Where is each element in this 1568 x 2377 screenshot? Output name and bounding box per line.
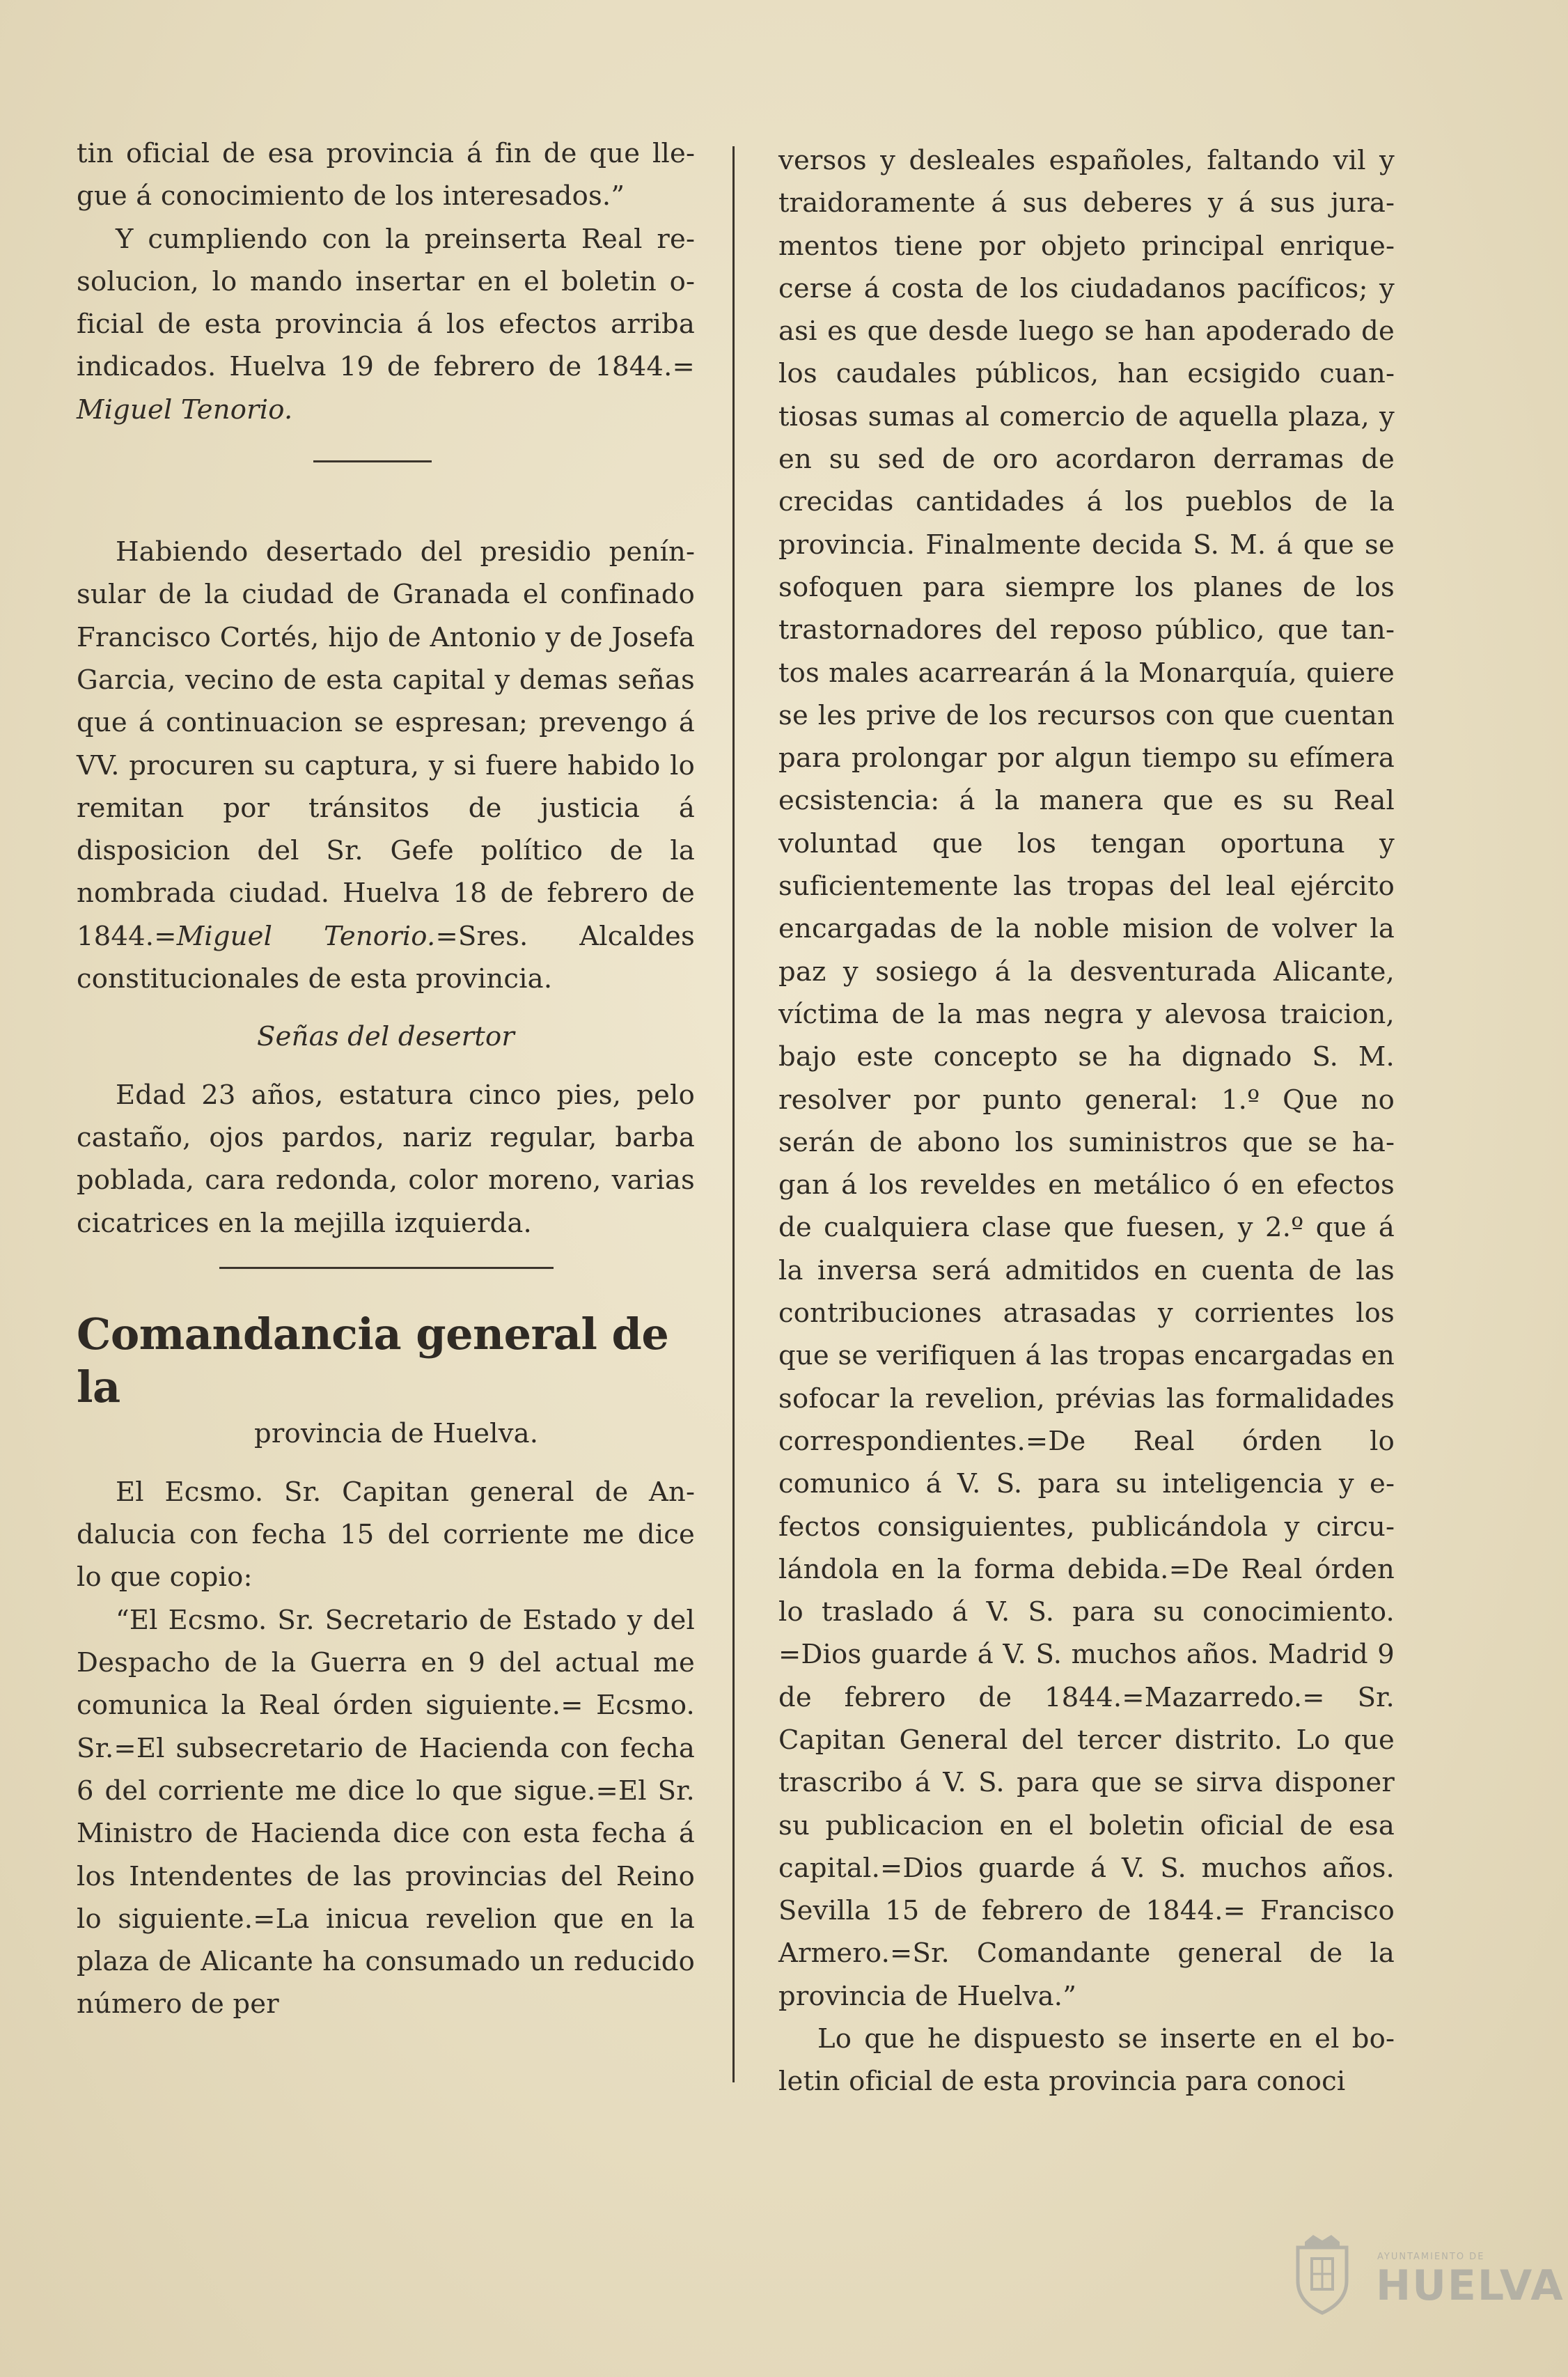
paragraph-quote-start: “El Ecsmo. Sr. Secretario de Estado y del Despacho de la Guerra en 9 del actual me comunica la Real órden siguiente.= Ecsmo. Sr.=El subsecretario de Hacienda con fecha 6 del corriente me dice lo que sigue.=El Sr. Ministro de Hacienda dice con esta fecha á los Intendentes de las provincias del Reino lo siguiente.=La inicua revelion que en la plaza de Alicante ha consumado un reducido número de per	[77, 1604, 695, 2020]
paragraph-text: Habiendo desertado del presidio penínsular de la ciudad de Granada el confinado Francisco Cortés, hijo de Antonio y de Josefa Garcia, vecino de esta capital y demas señas que á continuacion se espresan; prevengo á VV. procuren su captura, y si fuere habido lo remitan por tránsitos de justicia á disposicion del Sr. Gefe político de la nombrada ciudad. Huelva 18 de febrero de 1844.=	[77, 536, 695, 952]
paragraph-continuation: tin oficial de esa provincia á fin de que llegue á conocimiento de los interesados.”	[77, 138, 695, 212]
signature: Miguel Tenorio.	[176, 920, 436, 952]
paragraph-cumpliendo	[77, 218, 695, 431]
city-shield-icon	[1281, 2232, 1363, 2316]
section-divider	[313, 460, 432, 462]
paragraph-closing: Lo que he dispuesto se inserte en el boletin oficial de esta provincia para conoci	[778, 2023, 1395, 2098]
watermark-small-text: AYUNTAMIENTO DE	[1377, 2252, 1485, 2262]
paragraph-text: Y cumpliendo con la preinserta Real resolucion, lo mando insertar en el boletin oficial de esta provincia á los efectos arriba indicados. Huelva 19 de febrero de 1844.=	[77, 223, 695, 383]
paragraph-desertor-notice	[77, 531, 695, 1000]
section-heading: Comandancia general de la	[77, 1308, 669, 1412]
section-subtitle: Señas del desertor	[257, 1021, 515, 1053]
column-divider	[732, 146, 735, 2082]
section-divider-long	[219, 1267, 554, 1269]
right-column	[778, 139, 1395, 2103]
section-subheading: provincia de Huelva.	[254, 1417, 539, 1449]
paragraph-description: Edad 23 años, estatura cinco pies, pelo castaño, ojos pardos, nariz regular, barba poblada, cara redonda, color moreno, varias cicatrices en la mejilla izquierda.	[77, 1079, 695, 1239]
watermark	[1281, 2232, 1565, 2316]
addressee: =Sres. Alcaldes constitucionales de esta provincia.	[77, 920, 695, 995]
watermark-city-name: HUELVA	[1376, 2261, 1565, 2310]
signature: Miguel Tenorio.	[77, 393, 293, 426]
paragraph-intro: El Ecsmo. Sr. Capitan general de Andalucia con fecha 15 del corriente me dice lo que copio:	[77, 1476, 695, 1593]
paragraph-quote-continuation: versos y desleales españoles, faltando vil y traidoramente á sus deberes y á sus juramentos tiene por objeto principal enriquecerse á costa de los ciudadanos pacíficos; y asi es que desde luego se han apoderado de los caudales públicos, han ecsigido cuantiosas sumas al comercio de aquella plaza, y en su sed de oro acordaron derramas de crecidas cantidades á los pueblos de la provincia. Finalmente decida S. M. á que se sofoquen para siempre los planes de los trastornadores del reposo público, que tantos males acarrearán á la Monarquía, quiere se les prive de los recursos con que cuentan para prolongar por algun tiempo su efímera ecsistencia: á la manera que es su Real voluntad que los tengan oportuna y suficientemente las tropas del leal ejército encargadas de la noble mision de volver la paz y sosiego á la desventurada Alicante, víctima de la mas negra y alevosa traicion, bajo este concepto se ha dignado S. M. resolver por punto general: 1.º Que no serán de abono los suministros que se hagan á los reveldes en metálico ó en efectos de cualquiera clase que fuesen, y 2.º que á la inversa será admitidos en cuenta de las contribuciones atrasadas y corrientes los que se verifiquen á las tropas encargadas en sofocar la revelion, prévias las formalidades correspondientes.=De Real órden lo comunico á V. S. para su inteligencia y efectos consiguientes, publicándola y circulándola en la forma debida.=De Real órden lo traslado á V. S. para su conocimiento. =Dios guarde á V. S. muchos años. Madrid 9 de febrero de 1844.=Mazarredo.= Sr. Capitan General del tercer distrito. Lo que trascribo á V. S. para que se sirva disponer su publicacion en el boletin oficial de esa capital.=Dios guarde á V. S. muchos años. Sevilla 15 de febrero de 1844.= Francisco Armero.=Sr. Comandante general de la provincia de Huelva.”	[778, 145, 1395, 2012]
left-column	[77, 132, 695, 2026]
